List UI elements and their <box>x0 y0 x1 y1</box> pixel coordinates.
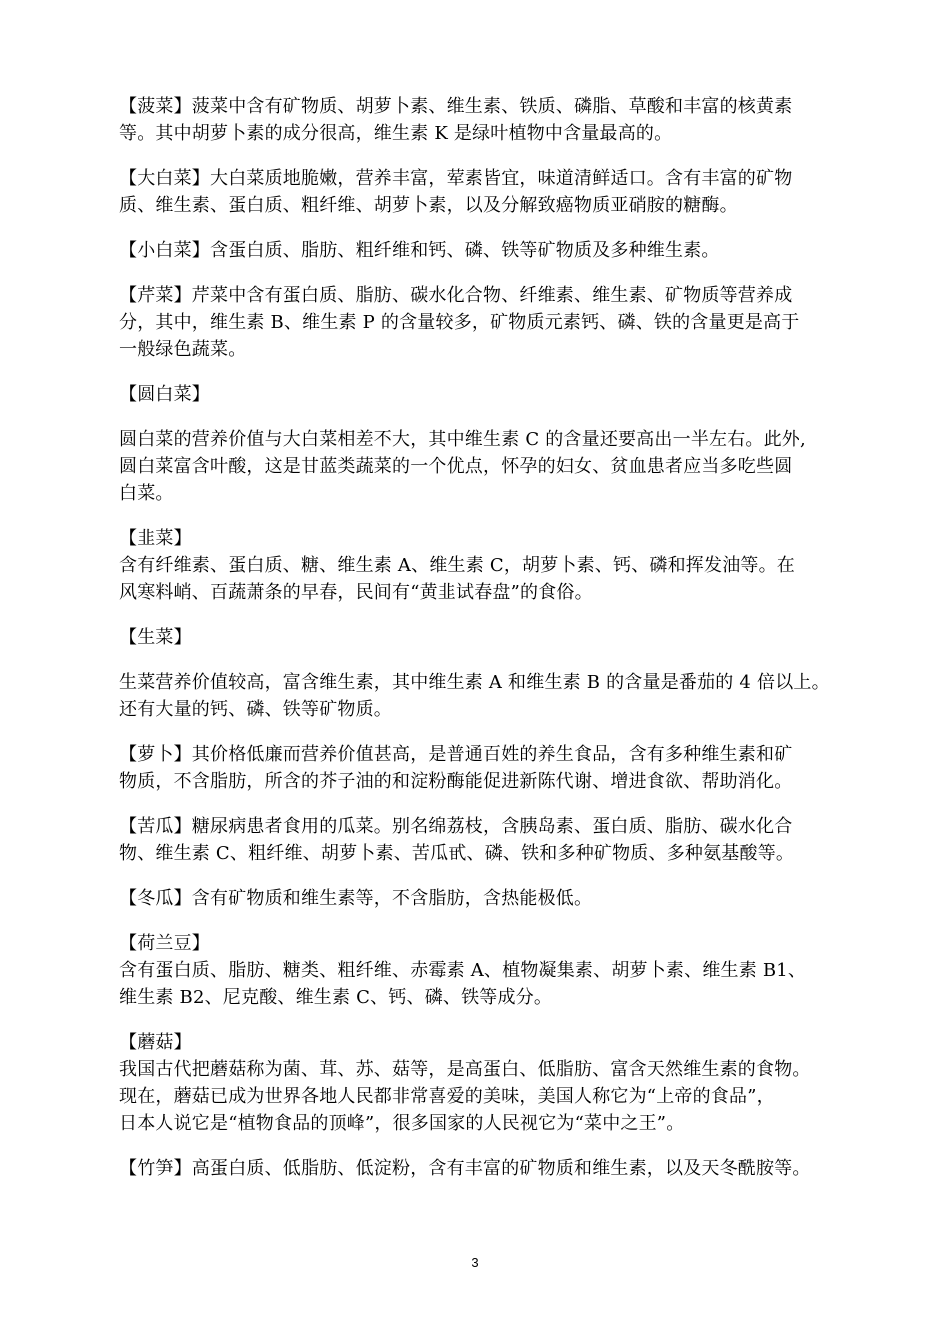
paragraph-mushroom <box>119 1029 844 1137</box>
text-line: 【冬瓜】含有矿物质和维生素等，不含脂肪，含热能极低。 <box>119 888 593 909</box>
text-line: 日本人说它是“植物食品的顶峰”，很多国家的人民视它为“菜中之王”。 <box>119 1113 685 1134</box>
text-line: 【芹菜】芹菜中含有蛋白质、脂肪、碳水化合物、纤维素、维生素、矿物质等营养成 <box>119 285 793 306</box>
text-line: 生菜营养价值较高，富含维生素，其中维生素 A 和维生素 B 的含量是番茄的 4 倍以上。 <box>119 672 830 693</box>
paragraph-spinach <box>119 93 844 147</box>
text-line: 一般绿色蔬菜。 <box>119 339 247 360</box>
text-line: 【大白菜】大白菜质地脆嫩，营养丰富，荤素皆宜，味道清鲜适口。含有丰富的矿物 <box>119 168 793 189</box>
text-line: 【小白菜】含蛋白质、脂肪、粗纤维和钙、磷、铁等矿物质及多种维生素。 <box>119 240 720 261</box>
paragraph-bitter-melon <box>119 813 844 867</box>
heading-lettuce <box>119 624 844 651</box>
paragraph-lettuce <box>119 669 844 723</box>
text-line: 风寒料峭、百蔬萧条的早春，民间有“黄韭试春盘”的食俗。 <box>119 582 593 603</box>
paragraph-chives <box>119 525 844 606</box>
text-line: 【菠菜】菠菜中含有矿物质、胡萝卜素、维生素、铁质、磷脂、草酸和丰富的核黄素 <box>119 96 793 117</box>
text-line: 含有蛋白质、脂肪、糖类、粗纤维、赤霉素 A、植物凝集素、胡萝卜素、维生素 B1、 <box>119 960 807 981</box>
section-heading: 【韭菜】 <box>119 528 192 549</box>
section-heading: 【蘑菇】 <box>119 1032 192 1053</box>
paragraph-celery <box>119 282 844 363</box>
paragraph-chinese-cabbage <box>119 165 844 219</box>
text-line: 圆白菜的营养价值与大白菜相差不大，其中维生素 C 的含量还要高出一半左右。此外, <box>119 429 806 450</box>
paragraph-bamboo-shoots <box>119 1155 844 1182</box>
paragraph-snow-peas <box>119 930 844 1011</box>
page-number: 3 <box>471 1255 479 1270</box>
section-heading: 【荷兰豆】 <box>119 933 210 954</box>
paragraph-cabbage <box>119 426 844 507</box>
text-line: 我国古代把蘑菇称为菌、茸、苏、菇等，是高蛋白、低脂肪、富含天然维生素的食物。 <box>119 1059 811 1080</box>
text-line: 质、维生素、蛋白质、粗纤维、胡萝卜素，以及分解致癌物质亚硝胺的糖酶。 <box>119 195 738 216</box>
text-line: 【萝卜】其价格低廉而营养价值甚高，是普通百姓的养生食品，含有多种维生素和矿 <box>119 744 793 765</box>
text-line: 含有纤维素、蛋白质、糖、维生素 A、维生素 C，胡萝卜素、钙、磷和挥发油等。在 <box>119 555 796 576</box>
heading-cabbage <box>119 381 844 408</box>
text-line: 圆白菜富含叶酸，这是甘蓝类蔬菜的一个优点，怀孕的妇女、贫血患者应当多吃些圆 <box>119 456 793 477</box>
text-line: 物质，不含脂肪，所含的芥子油的和淀粉酶能促进新陈代谢、增进食欲、帮助消化。 <box>119 771 793 792</box>
text-line: 分，其中，维生素 B、维生素 P 的含量较多，矿物质元素钙、磷、铁的含量更是高于 <box>119 312 800 333</box>
text-line: 物、维生素 C、粗纤维、胡萝卜素、苦瓜甙、磷、铁和多种矿物质、多种氨基酸等。 <box>119 843 795 864</box>
text-line: 现在，蘑菇已成为世界各地人民都非常喜爱的美味，美国人称它为“上帝的食品”， <box>119 1086 775 1107</box>
paragraph-radish <box>119 741 844 795</box>
text-line: 等。其中胡萝卜素的成分很高，维生素 K 是绿叶植物中含量最高的。 <box>119 123 673 144</box>
paragraph-bok-choy <box>119 237 844 264</box>
section-heading: 【生菜】 <box>119 627 192 648</box>
text-line: 【苦瓜】糖尿病患者食用的瓜菜。别名绵荔枝，含胰岛素、蛋白质、脂肪、碳水化合 <box>119 816 793 837</box>
document-body <box>119 93 844 1182</box>
text-line: 维生素 B2、尼克酸、维生素 C、钙、磷、铁等成分。 <box>119 987 553 1008</box>
text-line: 【竹笋】高蛋白质、低脂肪、低淀粉，含有丰富的矿物质和维生素，以及天冬酰胺等。 <box>119 1158 811 1179</box>
text-line: 还有大量的钙、磷、铁等矿物质。 <box>119 699 392 720</box>
paragraph-winter-melon <box>119 885 844 912</box>
section-heading: 【圆白菜】 <box>119 384 210 405</box>
text-line: 白菜。 <box>119 483 174 504</box>
